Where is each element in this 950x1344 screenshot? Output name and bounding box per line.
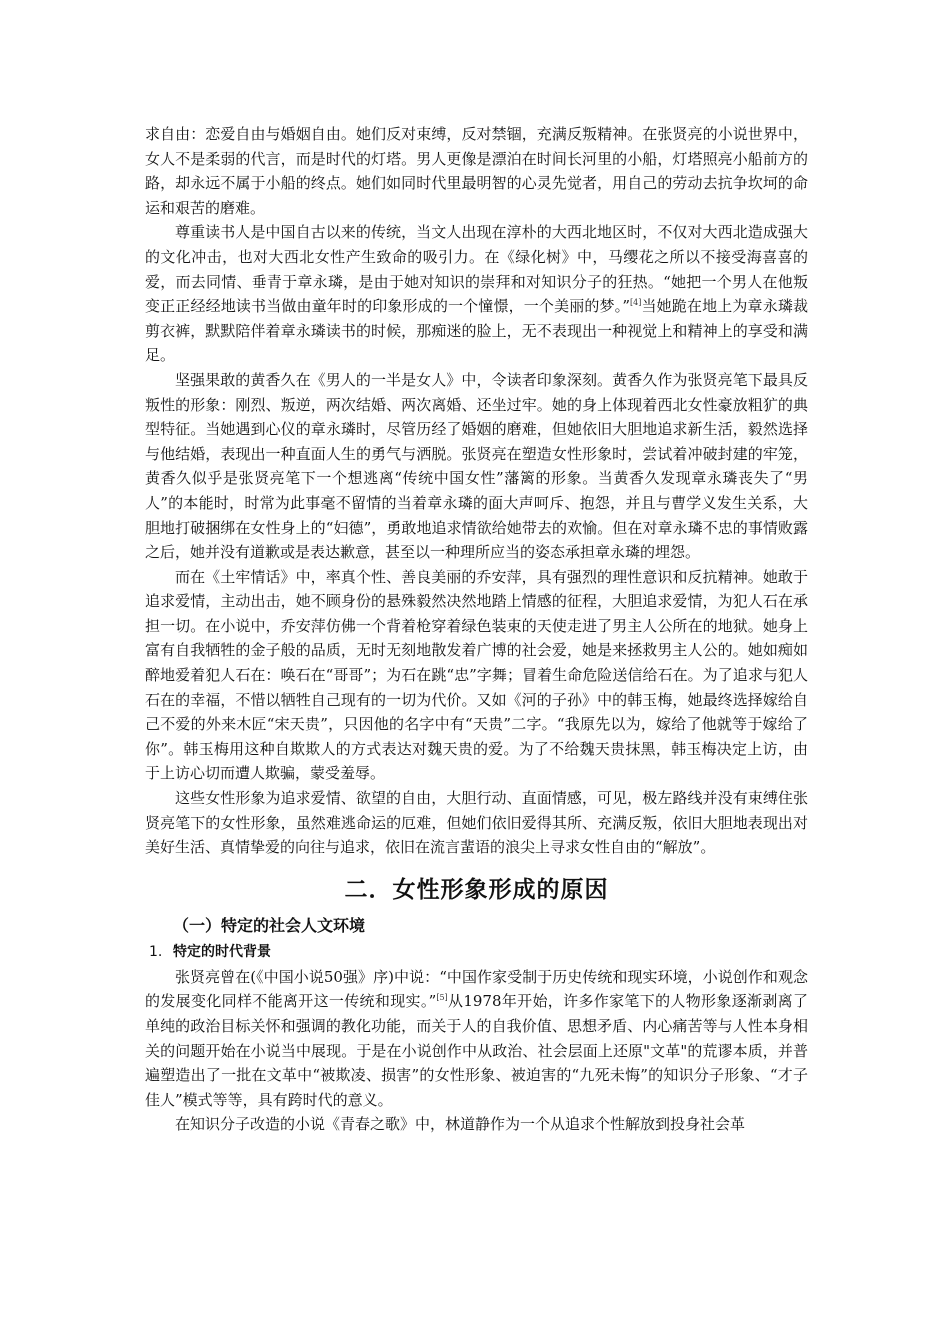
- section-heading: 二．女性形象形成的原因: [344, 876, 609, 903]
- document-page: [145, 122, 808, 1137]
- paragraph-1: 求自由：恋爱自由与婚姻自由。她们反对束缚，反对禁锢，充满反叛精神。在张贤亮的小说世界中，女人不是柔弱的代言，而是时代的灯塔。男人更像是漂泊在时间长河里的小船，灯塔照亮小船前方的路，却永远不属于小船的终点。她们如同时代里最明智的心灵先觉者，用自己的劳动去抗争坎坷的命运和艰苦的磨难。: [145, 125, 808, 217]
- paragraph-4: 而在《土牢情话》中，率真个性、善良美丽的乔安萍，具有强烈的理性意识和反抗精神。她敢于追求爱情，主动出击，她不顾身份的悬殊毅然决然地踏上情感的征程，大胆追求爱情，为犯人石在承担一切。在小说中，乔安萍仿佛一个背着枪穿着绿色装束的天使走进了男主人公所在的地狱。她身上富有自我牺牲的金子般的品质，无时无刻地散发着广博的社会爱，她是来拯救男主人公的。她如痴如醉地爱着犯人石在：唤石在“哥哥”；为石在跳“忠”字舞；冒着生命危险送信给石在。为了追求与犯人石在的幸福，不惜以牺牲自己现有的一切为代价。又如《河的子孙》中的韩玉梅，她最终选择嫁给自己不爱的外来木匠“宋天贵”，只因他的名字中有“天贵”二字。“我原先以为，嫁给了他就等于嫁给了你”。韩玉梅用这种自欺欺人的方式表达对魏天贵的爱。为了不给魏天贵抹黑，韩玉梅决定上访，由于上访心切而遭人欺骗，蒙受羞辱。: [145, 567, 808, 783]
- subsection-heading: （一）特定的社会人文环境: [173, 915, 366, 935]
- citation-ref-5[interactable]: [5]: [436, 993, 448, 1003]
- subsubsection-title: 特定的时代背景: [173, 943, 271, 960]
- subsubsection-heading: [149, 941, 808, 963]
- paragraph-3: 坚强果敢的黄香久在《男人的一半是女人》中，令读者印象深刻。黄香久作为张贤亮笔下最具反叛性的形象：刚烈、叛逆，两次结婚、两次离婚、还坐过牢。她的身上体现着西北女性豪放粗犷的典型特征。当她遇到心仪的章永璘时，尽管历经了婚姻的磨难，但她依旧大胆地追求新生活，毅然选择与他结婚，表现出一种直面人生的勇气与洒脱。张贤亮在塑造女性形象时，尝试着冲破封建的牢笼，黄香久似乎是张贤亮笔下一个想逃离“传统中国女性”藩篱的形象。当黄香久发现章永璘丧失了“男人”的本能时，时常为此事毫不留情的当着章永璘的面大声呵斥、抱怨，并且与曹学义发生关系，大胆地打破捆绑在女性身上的“妇德”，勇敢地追求情欲给她带去的欢愉。但在对章永璘不忠的事情败露之后，她并没有道歉或是表达歉意，甚至以一种理所应当的姿态承担章永璘的埋怨。: [145, 370, 808, 562]
- paragraph-6: [145, 965, 808, 1113]
- paragraph-2: [145, 220, 808, 368]
- citation-ref-4[interactable]: [4]: [630, 298, 642, 308]
- paragraph-6-text-before: 张贤亮曾在(《中国小说50强》序)中说：“中国作家受制于历史传统和现实环境，小说创作和观念的发展变化同样不能离开这一传统和现实。”: [145, 967, 808, 1011]
- paragraph-2-text-after: 当她跪在地上为章永璘裁剪衣裤，默默陪伴着章永璘读书的时候，那痴迷的脸上，无不表现出一种视觉上和精神上的享受和满足。: [145, 297, 809, 365]
- paragraph-7: 在知识分子改造的小说《青春之歌》中，林道静作为一个从追求个性解放到投身社会革: [175, 1115, 746, 1134]
- paragraph-5: 这些女性形象为追求爱情、欲望的自由，大胆行动、直面情感，可见，极左路线并没有束缚住张贤亮笔下的女性形象，虽然难逃命运的厄难，但她们依旧爱得其所、充满反叛，依旧大胆地表现出对美好生活、真情挚爱的向往与追求，依旧在流言蜚语的浪尖上寻求女性自由的“解放”。: [145, 789, 808, 857]
- paragraph-2-text-before: 尊重读书人是中国自古以来的传统，当文人出现在淳朴的大西北地区时，不仅对大西北造成强大的文化冲击，也对大西北女性产生致命的吸引力。在《绿化树》中，马缨花之所以不接受海喜喜的爱，而去同情、垂青于章永璘，是由于她对知识的崇拜和对知识分子的狂热。“她把一个男人在他叛变正正经经地读书当做由童年时的印象形成的一个憧憬，一个美丽的梦。”: [145, 223, 808, 316]
- paragraph-6-text-after: 从1978年开始，许多作家笔下的人物形象逐渐剥离了单纯的政治目标关怀和强调的教化功能，而关于人的自我价值、思想矛盾、内心痛苦等与人性本身相关的问题开始在小说当中展现。于是在小说创作中从政治、社会层面上还原"文革"的荒谬本质，并普遍塑造出了一批在文革中“被欺凌、损害”的女性形象、被迫害的“九死未悔”的知识分子形象、“才子佳人”模式等等，具有跨时代的意义。: [145, 992, 808, 1109]
- subsubsection-number: 1.: [149, 943, 163, 960]
